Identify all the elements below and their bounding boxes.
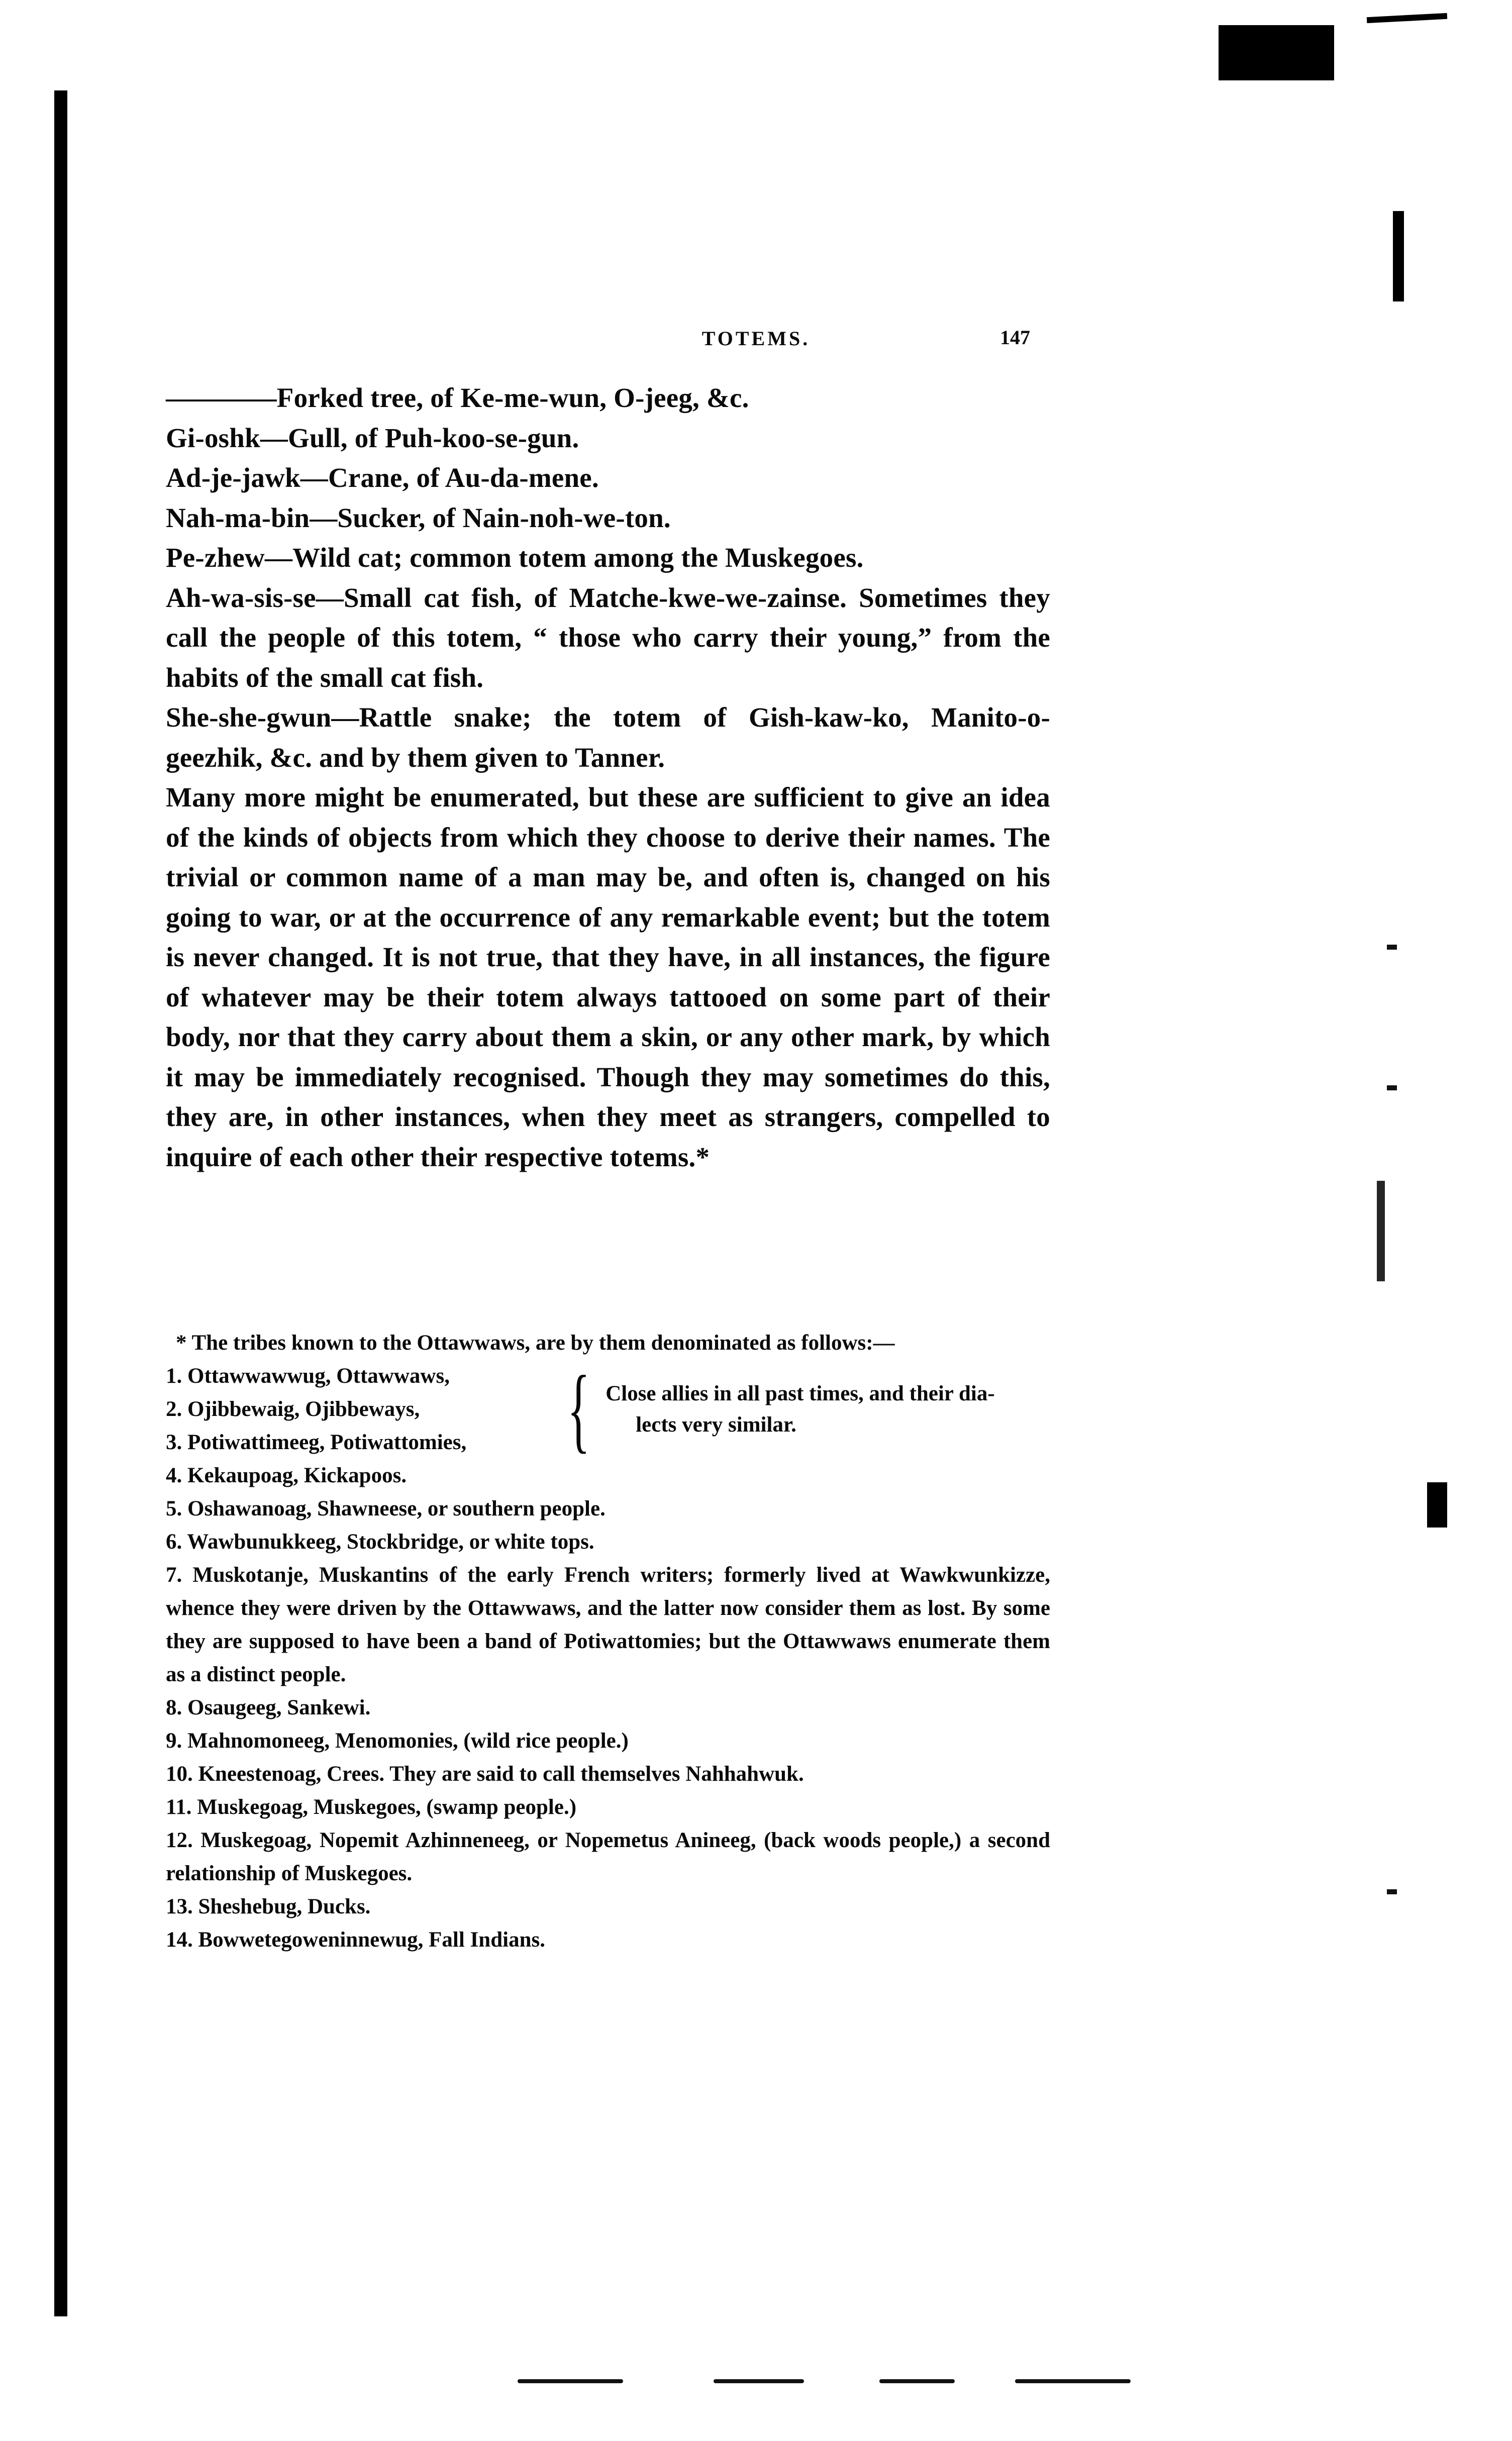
main-text — [166, 378, 1050, 1177]
footnote-item: 7. Muskotanje, Muskantins of the early French writers; formerly lived at Wawkwunkizze, whence they were driven by the Ottawwaws, and the latter now consider them as lost. By some they are supposed to have been a band of Potiwattomies; but the Ottawwaws enumerate them as a distinct people. — [166, 1563, 1050, 1686]
scan-edge-mark — [1393, 211, 1404, 301]
entry-forked-tree: ————Forked tree, of Ke-me-wun, O-jeeg, &c. — [166, 382, 749, 413]
footnote-item: 4. Kekaupoag, Kickapoos. — [166, 1464, 407, 1487]
scan-bottom-rule — [879, 2379, 955, 2383]
entry-wild-cat: Pe-zhew—Wild cat; common totem among the Muskegoes. — [166, 542, 864, 573]
footnote-item: 13. Sheshebug, Ducks. — [166, 1895, 371, 1918]
entry-sucker: Nah-ma-bin—Sucker, of Nain-noh-we-ton. — [166, 502, 671, 533]
scan-bottom-rule — [518, 2379, 623, 2383]
bracket-note: lects very similar. — [636, 1413, 796, 1437]
scan-edge-dash — [1387, 945, 1397, 950]
entry-rattle-snake: She-she-gwun—Rattle snake; the totem of Gish-kaw-ko, Manito-o-geezhik, &c. and by them given to Tanner. — [166, 702, 1050, 773]
footnote-item: 14. Bowwetegoweninnewug, Fall Indians. — [166, 1928, 545, 1952]
bracket-note: Close allies in all past times, and their dia- — [606, 1382, 995, 1405]
scan-binding-shadow — [54, 90, 67, 2316]
curly-brace-glyph: { — [567, 1357, 590, 1462]
entry-crane: Ad-je-jawk—Crane, of Au-da-mene. — [166, 462, 599, 493]
footnote-intro: * The tribes known to the Ottawwaws, are by them denominated as follows:— — [176, 1331, 895, 1355]
footnote-item: 5. Oshawanoag, Shawneese, or southern people. — [166, 1497, 606, 1520]
entry-small-cat-fish: Ah-wa-sis-se—Small cat fish, of Matche-kwe-we-zainse. Sometimes they call the people of this totem, “ those who carry their young,” from the habits of the small cat fish. — [166, 582, 1050, 693]
scan-edge-mark — [1427, 1482, 1447, 1528]
scan-edge-mark — [1377, 1181, 1385, 1281]
running-head: TOTEMS. — [701, 327, 811, 350]
page-number: 147 — [1000, 326, 1030, 349]
footnote-item: 9. Mahnomoneeg, Menomonies, (wild rice people.) — [166, 1729, 629, 1753]
footnote-item: 12. Muskegoag, Nopemit Azhinneneeg, or Nopemetus Anineeg, (back woods people,) a second relationship of Muskegoes. — [166, 1828, 1050, 1885]
body-paragraph: Many more might be enumerated, but these are sufficient to give an idea of the kinds of objects from which they choose to derive their names. The trivial or common name of a man may be, and often is, changed on his going to war, or at the occurrence of any remarkable event; but the totem is never changed. It is not true, that they have, in all instances, the figure of whatever may be their totem always tattooed on some part of their body, nor that they carry about them a skin, or any other mark, by which it may be immediately recognised. Though they may sometimes do this, they are, in other instances, when they meet as strangers, compelled to inquire of each other their respective totems.* — [166, 782, 1050, 1172]
footnote-item: 10. Kneestenoag, Crees. They are said to call themselves Nahhahwuk. — [166, 1762, 804, 1786]
footnote-item: 2. Ojibbewaig, Ojibbeways, — [166, 1397, 420, 1421]
footnote-bracket-group — [166, 1357, 1050, 1462]
scan-bottom-rule — [714, 2379, 804, 2383]
footnote-item: 1. Ottawwawwug, Ottawwaws, — [166, 1364, 450, 1388]
footnote-item: 6. Wawbunukkeeg, Stockbridge, or white tops. — [166, 1530, 594, 1554]
scan-corner-tick — [1367, 13, 1447, 23]
scan-corner-mark — [1219, 25, 1334, 80]
footnote-item: 8. Osaugeeg, Sankewi. — [166, 1696, 371, 1719]
scan-edge-dash — [1387, 1889, 1397, 1894]
scan-edge-dash — [1387, 1085, 1397, 1090]
footnote-item: 3. Potiwattimeeg, Potiwattomies, — [166, 1431, 467, 1454]
footnote — [166, 1327, 1050, 1957]
footnote-item: 11. Muskegoag, Muskegoes, (swamp people.) — [166, 1795, 577, 1819]
scan-bottom-rule — [1015, 2379, 1131, 2383]
entry-gull: Gi-oshk—Gull, of Puh-koo-se-gun. — [166, 422, 579, 453]
